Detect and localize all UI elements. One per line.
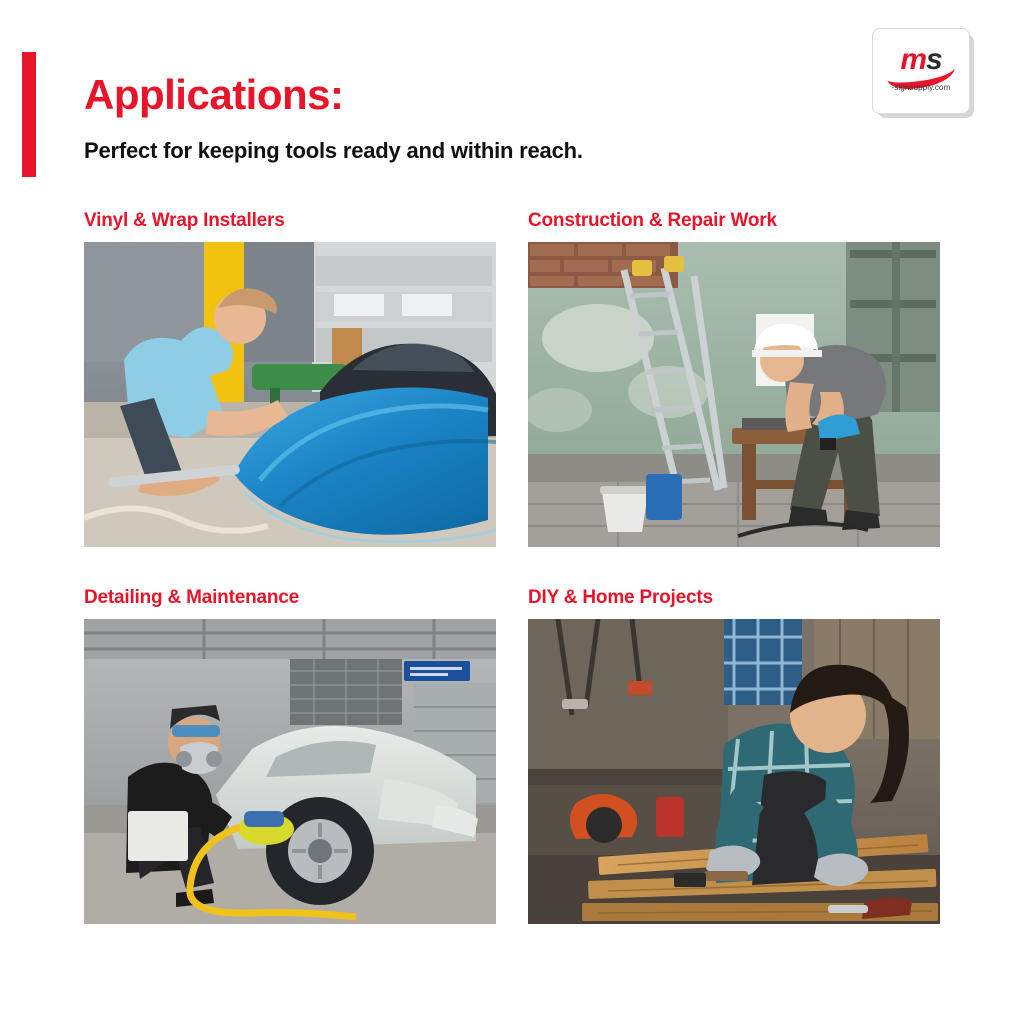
brand-logo (872, 28, 976, 120)
card-label: Vinyl & Wrap Installers (84, 210, 285, 231)
woman-brushing-wooden-boards-photo (528, 619, 940, 924)
technician-sanding-car-body-photo (84, 619, 496, 924)
application-card (84, 210, 496, 547)
card-label: Detailing & Maintenance (84, 587, 299, 608)
card-label: Construction & Repair Work (528, 210, 777, 231)
logo-mark-right: s (926, 43, 942, 76)
page-title: Applications: (84, 71, 344, 118)
application-card (528, 587, 940, 924)
application-card (84, 587, 496, 924)
header (0, 52, 1024, 182)
card-label: DIY & Home Projects (528, 587, 713, 608)
accent-bar (22, 52, 36, 177)
logo-mark-left: m (900, 43, 926, 76)
logo-card (872, 28, 970, 114)
installer-applying-blue-vinyl-wrap-to-car-photo (84, 242, 496, 547)
logo-subtext: -signsupply.com (891, 83, 951, 92)
application-card (528, 210, 940, 547)
page-subtitle: Perfect for keeping tools ready and within reach. (84, 138, 583, 163)
worker-with-jigsaw-on-workbench-photo (528, 242, 940, 547)
